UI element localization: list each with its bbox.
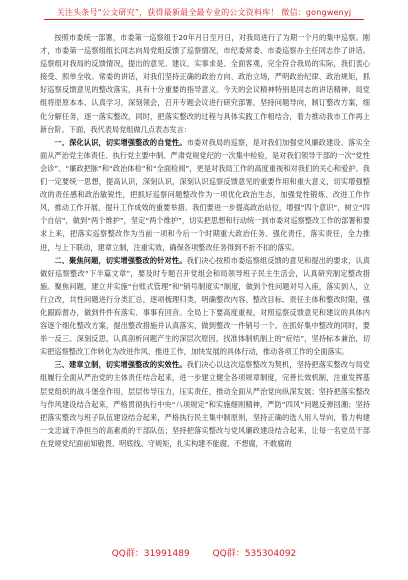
section-title-2: 二、聚焦问题，切实增强整改的针对性。	[54, 255, 187, 265]
paragraph-text: 我们决心按照市委巡察组反馈的意见和提出的要求，认真做好巡察整改“下半篇文章”，要及时专题召开党组会和局领导班子民主生活会，认真研究制定整改措施。聚焦问题，建立并实施“台账式管理”和“销号制度实”制度，做到个性问题对号入座，落实到人，立行立改，共性问题进行分类汇总，逐项梳理归类，明确整改内容、整改目标、责任主体和整改时限，强化跟踪督办，做到件件有落实、事事有回音。全局上下要高度重视，对照巡察反馈意见和建议的具体内容逐个细化整改方案，提出整改措施并认真落实，做到整改一件销号一个。在抓好集中整改的同时，要举一反三、深刻反思，认真剖析问题产生的深层次原因，找准体制机制上的“症结”，坚持标本兼治，切实把巡察整改工作转化为改进作风、推进工作，加快发展的具体行动，推动各项工作的全面落实。	[40, 255, 370, 357]
header-divider	[44, 19, 364, 20]
paragraph-text: 按照市委统一部署，市委第一巡察组于20年月日至月日，对我局进行了为期一个月的集中巡察。刚才，市委第一巡察组组长同志向局党组反馈了巡察情况，市纪委常委、市委巡察办主任同志作了讲话。巡察组对我局的反馈情况，提出的意见、建议，实事求是、全面客观，完全符合我局的实际，我们衷心接受、照单全收。常委的讲话，对我们坚持正确的政治方向、政治立场，严明政治纪律、政治规矩，抓好巡察反馈意见的整改落实，具有十分重要的指导意义。今天的会议精神特别是同志的讲话精神，局党组将原原本本、认真学习，深刻领会，召开专题会议进行研究部署，坚持问题导向，制订整改方案，细化分解任务，逐一落实整改，同时，把落实整改的过程与具体实践工作相结合，着力推动我市工作再上新台阶。下面，我代表局党组做几点表态发言：	[40, 33, 370, 134]
document-body	[40, 31, 370, 450]
section-paragraph-2	[40, 254, 370, 359]
section-title-3: 三、建章立制，切实增强整改的实效性。	[54, 360, 187, 370]
header-banner: 关注头条号“公文研究”，获得最新最全最专业的公文资料库！ 微信：gongwenyj	[56, 8, 352, 17]
section-paragraph-3	[40, 358, 370, 450]
intro-paragraph	[40, 31, 370, 136]
page-footer	[0, 546, 408, 559]
paragraph-text: 市委对我局的巡察，是对我们加强党风廉政建设、落实全面从严治党主体责任、执行党主要中制、严肃党规党纪的一次集中检验，是对我们领导干部的一次“党性会诊”、“廉政把脉”和“政治体检”和“全面检阅”，更是对我局工作的高度重视和对我们的关心和爱护。我们一定要统一思想，提高认识，深刻认识，深刻认识巡察反馈意见的重要作用和重大意义，切实增强整改的责任感和政治敏锐性，把抓好巡察问题整改作为一项优化政治生态，加强党性锻炼、改进工作作风，推动工作开展、提升工作成效的重要举措。我们要进一步提高政治站位，增强“四个意识”，树立“四个自信”，做到“两个维护”，坚定“两个维护”，切实把思想和行动统一到市委对巡察整改工作的部署和要求上来，把落实巡察整改作为当前一项和今后一个时期重大政治任务、强化责任，落实责任，全力推进，与上下联动，建章立制，注重实效，确保各项整改任务得到不折不扣的落实。	[40, 137, 370, 252]
footer-qq-group-2: QQ群：535304092	[212, 549, 297, 559]
section-paragraph-1	[40, 136, 370, 254]
page-header	[0, 0, 408, 19]
section-title-1: 一、深化认识，切实增强整改的自觉性。	[54, 137, 187, 147]
footer-qq-group-1: QQ群：31991489	[111, 549, 190, 559]
paragraph-text: 我们决心以这次巡察整改为契机，坚持把落实整改与局党组履行全面从严治党的主体责任结合起来，进一步建立健全各项规章制度，完善长效机制，注重发挥基层党组织的战斗堡垒作用，层层传导压力，压实责任，推动全面从严治党向纵深发展；坚持把落实整改与作风建设结合起来，严格贯彻执行中央“八项规定”和实施细则精神，严防“四风”问题反弹回潮；坚持把落实整改与班子队伍建设结合起来，严格执行民主集中制原则，坚持正确的选人用人导向，着力构建一支忠诚干净担当的高素质的干部队伍；坚持把落实整改与党风廉政建设结合起来，让每一名党员干部在党规党纪面前知敬畏、明底线、守规矩，扎实构建不能腐、不想腐，不敢腐的	[40, 360, 370, 448]
